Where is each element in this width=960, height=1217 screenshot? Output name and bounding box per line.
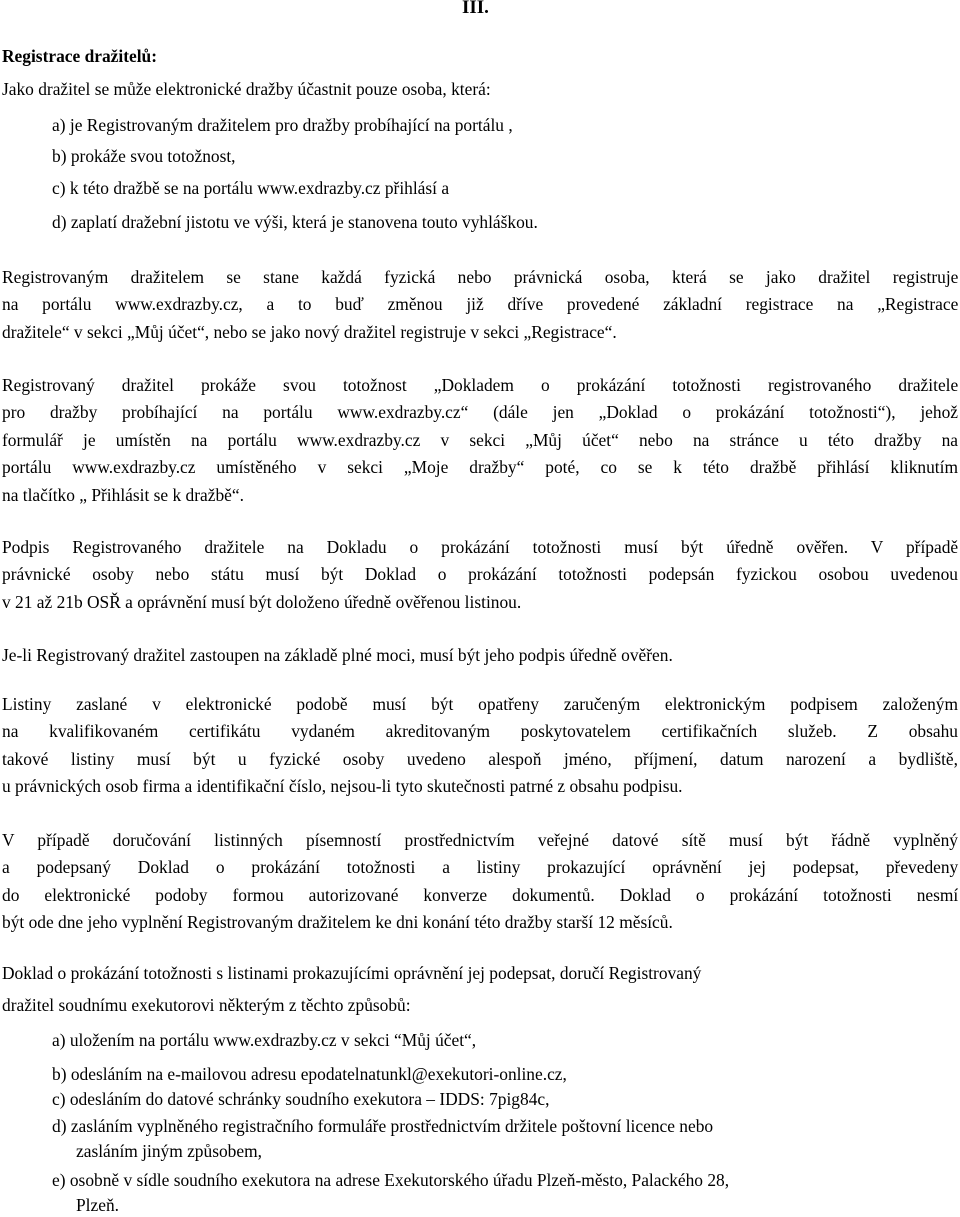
paragraph-line: pro dražby probíhající na portálu www.exdrazby.cz“ (dále jen „Doklad o prokázání totožnosti“), jehož [2,402,958,423]
paragraph-line: portálu www.exdrazby.cz umístěného v sekci „Moje dražby“ poté, co se k této dražbě přihlásí kliknutím [2,457,958,478]
intro-text: Jako dražitel se může elektronické dražby účastnit pouze osoba, která: [2,79,491,99]
paragraph-electronic-documents [2,691,958,801]
delivery-option: b) odesláním na e-mailovou adresu epodatelnatunkl@exekutori-online.cz, [52,1064,567,1084]
paragraph-line: a podepsaný Doklad o prokázání totožnosti a listiny prokazující oprávnění jej podepsat, převedeny [2,857,959,878]
delivery-option: a) uložením na portálu www.exdrazby.cz v sekci “Můj účet“, [52,1030,477,1050]
paragraph-line: Registrovaný dražitel prokáže svou totožnost „Dokladem o prokázání totožnosti registrovaného dražitele [2,375,959,395]
condition-item: d) zaplatí dražební jistotu ve výši, která je stanovena touto vyhláškou. [52,212,538,232]
delivery-option: c) odesláním do datové schránky soudního exekutora – IDDS: 7pig84c, [52,1089,550,1109]
delivery-option-continuation: Plzeň. [76,1195,119,1215]
paragraph-line: do elektronické podoby formou autorizované konverze dokumentů. Doklad o prokázání totožnosti nesmí [2,884,959,905]
paragraph-line: na kvalifikovaném certifikátu vydaném akreditovaným poskytovatelem certifikačních služeb. Z obsahu [2,721,958,742]
condition-item: c) k této dražbě se na portálu www.exdrazby.cz přihlásí a [52,178,450,198]
paragraph-line: Listiny zaslané v elektronické podobě musí být opatřeny zaručeným elektronickým podpisem založeným [2,694,958,714]
condition-item: b) prokáže svou totožnost, [52,146,236,166]
condition-item: a) je Registrovaným dražitelem pro dražby probíhající na portálu , [52,115,513,135]
delivery-option: d) zasláním vyplněného registračního formuláře prostřednictvím držitele poštovní licence nebo [52,1116,714,1136]
paragraph-delivery-conversion [2,827,958,937]
paragraph-identity [2,372,958,509]
paragraph-line: právnické osoby nebo státu musí být Doklad o prokázání totožnosti podepsán fyzickou osobou uvedenou [2,564,958,585]
paragraph-power-of-attorney [2,642,958,669]
delivery-intro-line: Doklad o prokázání totožnosti s listinami prokazujícími oprávnění jej podepsat, doručí Registrovaný [2,963,702,983]
delivery-option-continuation: zasláním jiným způsobem, [76,1141,262,1161]
paragraph-line: dražitele“ v sekci „Můj účet“, nebo se jako nový dražitel registruje v sekci „Registrace“. [2,321,617,342]
paragraph-line: Podpis Registrovaného dražitele na Dokladu o prokázání totožnosti musí být úředně ověřen. V případě [2,537,959,557]
paragraph-signature [2,534,958,616]
paragraph-line: takové listiny musí být u fyzické osoby uvedeno alespoň jméno, příjmení, datum narození a bydliště, [2,748,958,769]
paragraph-line: Je-li Registrovaný dražitel zastoupen na základě plné moci, musí být jeho podpis úředně ověřen. [2,645,673,665]
paragraph-line: být ode dne jeho vyplnění Registrovaným dražitelem ke dni konání této dražby starší 12 měsíců. [2,912,673,933]
paragraph-registration [2,264,958,346]
paragraph-line: na portálu www.exdrazby.cz, a to buď změnou již dříve provedené základní registrace na „Registrace [2,294,959,315]
section-heading: Registrace dražitelů: [2,46,158,66]
paragraph-line: v 21 až 21b OSŘ a oprávnění musí být doloženo úředně ověřenou listinou. [2,591,522,612]
section-number: III. [462,0,489,18]
delivery-option: e) osobně v sídle soudního exekutora na adrese Exekutorského úřadu Plzeň-město, Palackého 28, [52,1170,730,1190]
paragraph-line: u právnických osob firma a identifikační číslo, nejsou-li tyto skutečnosti patrné z obsahu podpisu. [2,776,683,797]
paragraph-line: V případě doručování listinných písemností prostřednictvím veřejné datové sítě musí být řádně vyplněný [2,830,958,850]
paragraph-line: Registrovaným dražitelem se stane každá fyzická nebo právnická osoba, která se jako dražitel registruje [2,267,959,287]
paragraph-line: formulář je umístěn na portálu www.exdrazby.cz v sekci „Můj účet“ nebo na stránce u této dražby na [2,429,958,450]
paragraph-line: na tlačítko „ Přihlásit se k dražbě“. [2,484,244,505]
delivery-intro-line: dražitel soudnímu exekutorovi některým z těchto způsobů: [2,995,411,1015]
